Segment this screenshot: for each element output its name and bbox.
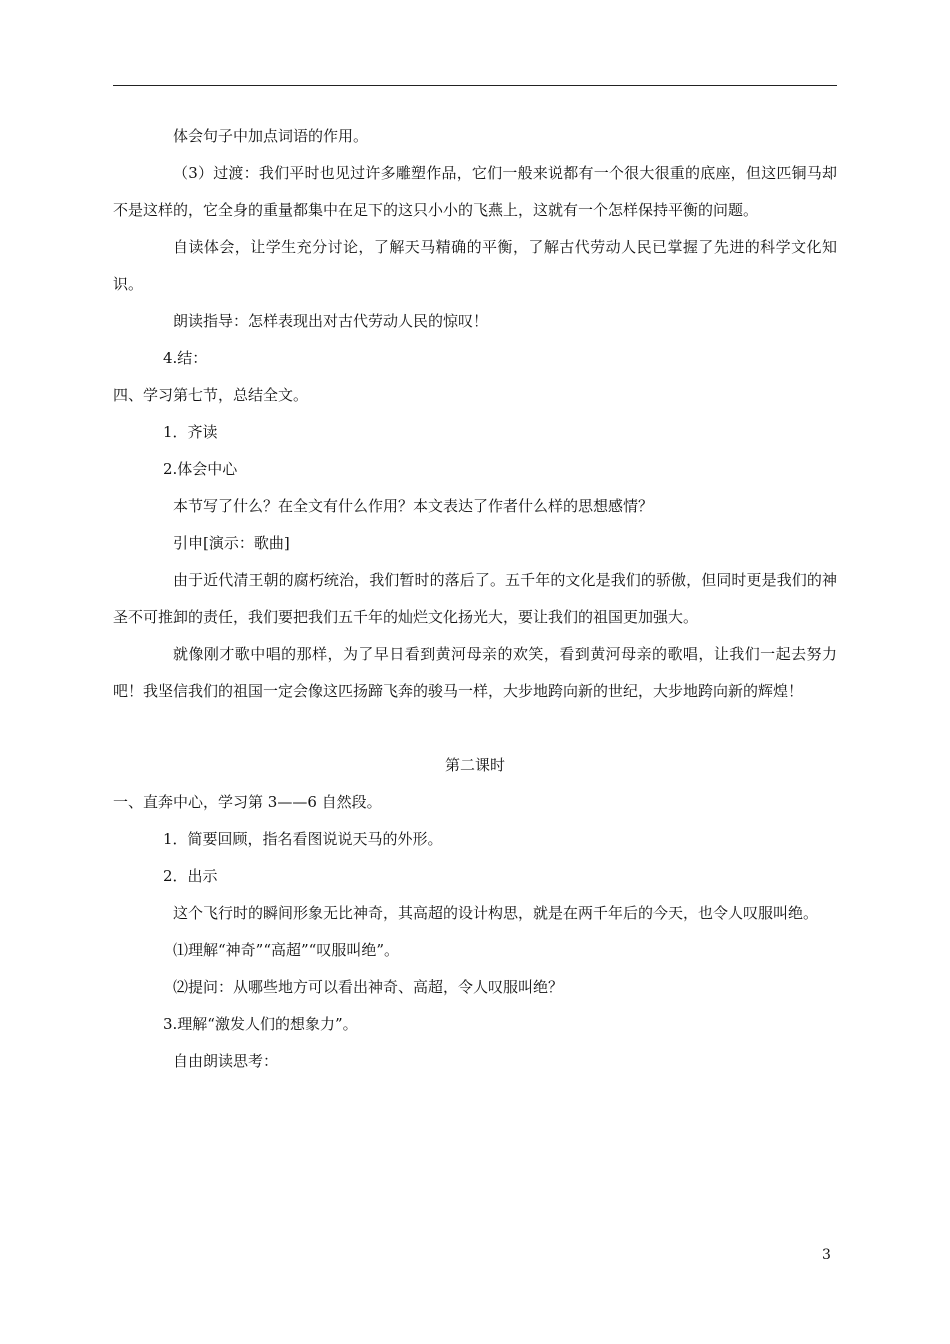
lesson-title: 第二课时 (444, 756, 505, 774)
paragraph: 本节写了什么？在全文有什么作用？本文表达了作者什么样的思想感情？ (173, 497, 654, 515)
document-body (113, 118, 837, 1080)
paragraph: 自由朗读思考： (173, 1052, 279, 1070)
paragraph: 1．齐读 (163, 423, 218, 441)
paragraph: 3.理解“激发人们的想象力”。 (163, 1015, 358, 1033)
paragraph: ⑴理解“神奇”“高超”“叹服叫绝”。 (173, 941, 400, 959)
paragraph: 2.体会中心 (163, 460, 238, 478)
paragraph: 由于近代清王朝的腐朽统治，我们暂时的落后了。五千年的文化是我们的骄傲，但同时更是我们的神圣不可推卸的责任，我们要把我们五千年的灿烂文化扬光大，要让我们的祖国更加强大。 (113, 571, 837, 626)
paragraph: 2．出示 (163, 867, 218, 885)
paragraph: 1．简要回顾，指名看图说说天马的外形。 (163, 830, 443, 848)
header-rule (113, 85, 837, 86)
page-number: 3 (822, 1247, 831, 1263)
paragraph: 4.结： (163, 349, 208, 367)
paragraph: （3）过渡：我们平时也见过许多雕塑作品，它们一般来说都有一个很大很重的底座，但这匹铜马却不是这样的，它全身的重量都集中在足下的这只小小的飞燕上，这就有一个怎样保持平衡的问题。 (113, 164, 837, 219)
paragraph: 自读体会，让学生充分讨论，了解天马精确的平衡，了解古代劳动人民已掌握了先进的科学文化知识。 (113, 238, 837, 293)
paragraph: 体会句子中加点词语的作用。 (173, 127, 369, 145)
paragraph: ⑵提问：从哪些地方可以看出神奇、高超，令人叹服叫绝？ (173, 978, 564, 996)
paragraph: 引申[演示：歌曲] (173, 534, 290, 552)
paragraph: 朗读指导：怎样表现出对古代劳动人民的惊叹！ (173, 312, 489, 330)
section-heading: 四、学习第七节，总结全文。 (113, 386, 309, 404)
paragraph: 就像刚才歌中唱的那样，为了早日看到黄河母亲的欢笑，看到黄河母亲的歌唱，让我们一起去努力吧！我坚信我们的祖国一定会像这匹扬蹄飞奔的骏马一样，大步地跨向新的世纪，大步地跨向新的辉煌！ (113, 645, 837, 700)
paragraph: 这个飞行时的瞬间形象无比神奇，其高超的设计构思，就是在两千年后的今天，也令人叹服叫绝。 (173, 904, 819, 922)
blank-line (113, 710, 837, 747)
section-heading: 一、直奔中心，学习第 3——6 自然段。 (113, 793, 382, 811)
